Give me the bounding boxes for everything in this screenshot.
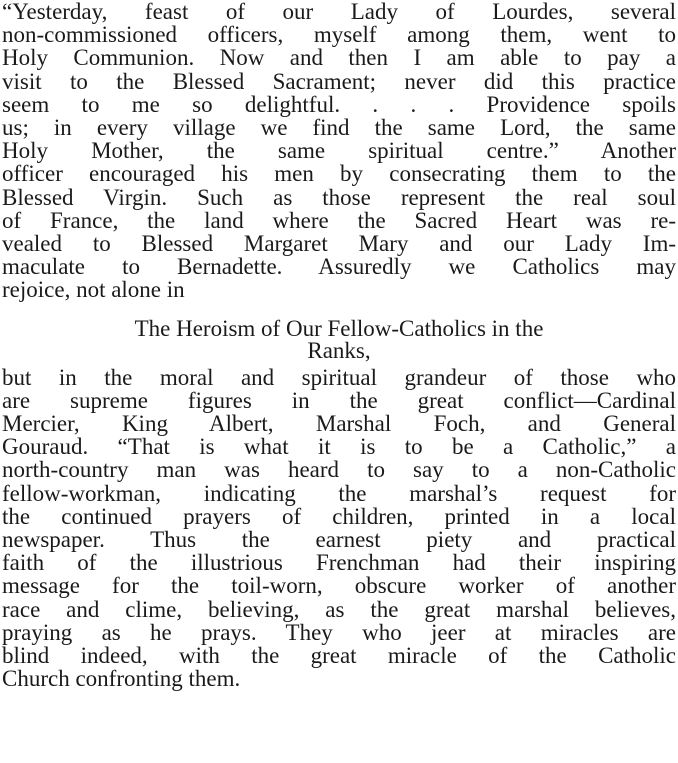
paragraph-1 <box>2 0 676 302</box>
text-line: Church confronting them. <box>2 666 241 692</box>
text-line: fellow-workman, indicating the marshal’s request for <box>2 480 676 506</box>
text-line: but in the moral and spiritual grandeur of those who <box>2 364 676 390</box>
text-line: Gouraud. “That is what it is to be a Catholic,” a <box>2 434 676 460</box>
text-line: “Yesterday, feast of our Lady of Lourdes, several <box>2 0 676 24</box>
text-line: praying as he prays. They who jeer at miracles are <box>2 619 676 645</box>
text-line: Mercier, King Albert, Marshal Foch, and General <box>2 411 676 437</box>
text-line: north-country man was heard to say to a non-Catholic <box>2 457 676 483</box>
heading-line: Ranks, <box>307 337 371 363</box>
text-line: message for the toil-worn, obscure worker of another <box>2 573 676 599</box>
text-line: Holy Communion. Now and then I am able to pay a <box>2 45 676 71</box>
text-line: visit to the Blessed Sacrament; never did this practice <box>2 68 676 94</box>
text-line: seem to me so delightful. . . . Providence spoils <box>2 91 676 117</box>
text-line: us; in every village we find the same Lord, the same <box>2 115 676 141</box>
text-line: of France, the land where the Sacred Heart was re- <box>2 207 676 233</box>
text-line: are supreme figures in the great conflict—Cardinal <box>2 387 676 413</box>
text-line: vealed to Blessed Margaret Mary and our Lady Im- <box>2 231 676 257</box>
text-line: race and clime, believing, as the great marshal believes, <box>2 596 676 622</box>
section-heading <box>2 315 676 363</box>
text-line: Blessed Virgin. Such as those represent the real soul <box>2 184 676 210</box>
text-line: officer encouraged his men by consecrating them to the <box>2 161 676 187</box>
text-line: newspaper. Thus the earnest piety and practical <box>2 527 676 553</box>
text-line: maculate to Bernadette. Assuredly we Catholics may <box>2 254 676 280</box>
text-line: blind indeed, with the great miracle of the Catholic <box>2 643 676 669</box>
text-line: non-commissioned officers, myself among them, went to <box>2 22 676 48</box>
heading-line: The Heroism of Our Fellow-Catholics in the <box>134 315 544 341</box>
text-line: faith of the illustrious Frenchman had their inspiring <box>2 550 676 576</box>
text-line: Holy Mother, the same spiritual centre.” Another <box>2 138 676 164</box>
text-line: the continued prayers of children, printed in a local <box>2 503 676 529</box>
document-page <box>2 0 676 690</box>
text-line: rejoice, not alone in <box>2 277 185 303</box>
paragraph-2 <box>2 366 676 691</box>
